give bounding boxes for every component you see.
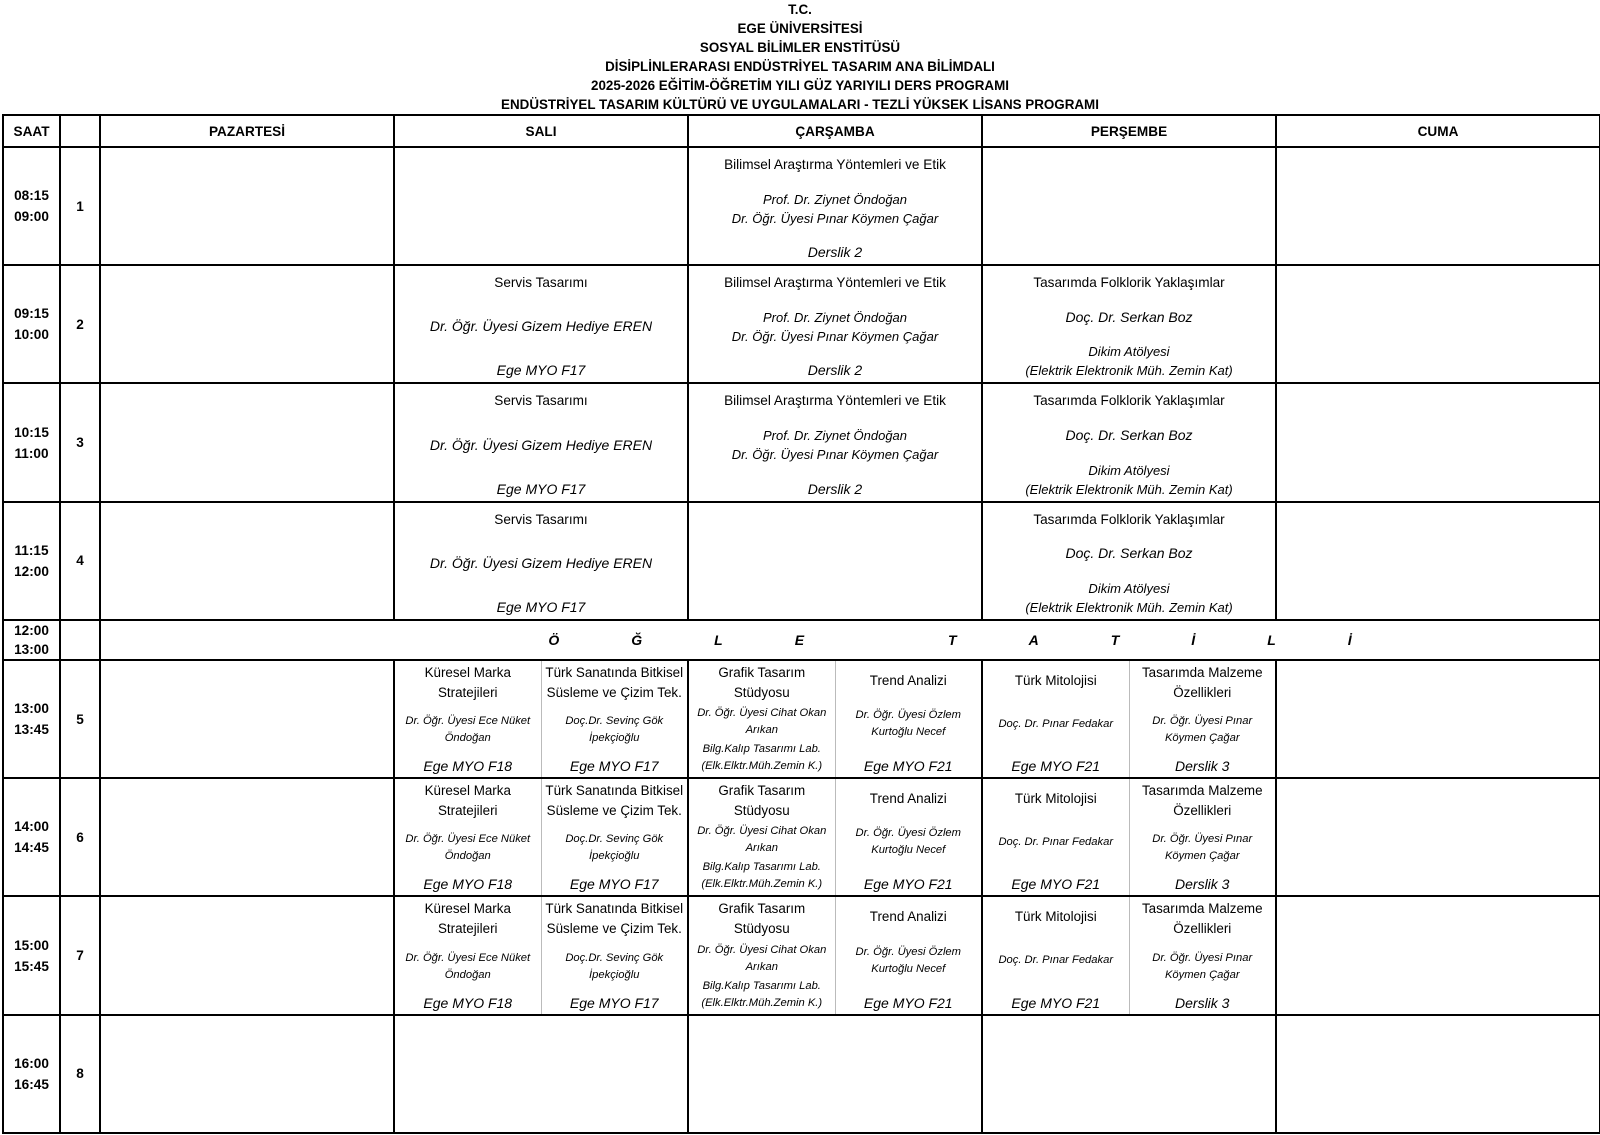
time-cell: 11:15 12:00: [3, 502, 60, 620]
lunch-row: [3, 620, 1600, 660]
course-cell: [394, 778, 688, 896]
empty-cell: [100, 502, 394, 620]
course-name: Trend Analizi: [869, 673, 947, 689]
course-room: Derslik 3: [1175, 876, 1230, 893]
slot-number: 8: [60, 1015, 100, 1133]
empty-cell: [1276, 660, 1600, 778]
course-room: Derslik 2: [807, 480, 863, 497]
time-cell: 16:00 16:45: [3, 1015, 60, 1133]
course-cell: [982, 660, 1276, 778]
lunch-letter: A: [1028, 631, 1039, 648]
empty-cell: [394, 147, 688, 265]
table-row: [3, 778, 1600, 896]
slot-number: 6: [60, 778, 100, 896]
header-line-department: DİSİPLİNLERARASI ENDÜSTRİYEL TASARIM ANA BİLİMDALI: [605, 59, 995, 74]
lunch-letter: T: [948, 631, 957, 648]
course-instructor: Dr. Öğr. Üyesi Gizem Hediye EREN: [429, 436, 653, 453]
course-name: Trend Analizi: [869, 909, 947, 925]
course-name: Servis Tasarımı: [494, 393, 588, 409]
empty-cell: [1276, 778, 1600, 896]
empty-cell: [688, 502, 982, 620]
course-instructor: Dr. Öğr. Üyesi Ece Nüket Öndoğan: [405, 833, 531, 863]
lunch-letter: T: [1110, 631, 1120, 648]
empty-cell: [60, 620, 100, 660]
slot-number: 7: [60, 896, 100, 1014]
empty-cell: [394, 1015, 688, 1133]
course-room: Ege MYO F17: [569, 994, 659, 1011]
empty-cell: [982, 1015, 1276, 1133]
course-cell: [688, 383, 982, 501]
header-line-tc: T.C.: [788, 2, 812, 17]
course-name: Tasarımda Malzeme Özellikleri: [1141, 665, 1263, 701]
course-room: Dikim Atölyesi (Elektrik Elektronik Müh. Zemin Kat): [1025, 344, 1233, 379]
empty-cell: [100, 660, 394, 778]
table-row: [3, 1015, 1600, 1133]
empty-cell: [1276, 383, 1600, 501]
course-room: Ege MYO F17: [496, 480, 586, 497]
course-name: Türk Mitolojisi: [1014, 909, 1097, 925]
course-room: Ege MYO F17: [496, 598, 586, 615]
time-cell: 08:15 09:00: [3, 147, 60, 265]
course-instructor: Dr. Öğr. Üyesi Gizem Hediye EREN: [429, 318, 653, 335]
course-name: Servis Tasarımı: [494, 511, 588, 527]
course-instructor: Dr. Öğr. Üyesi Pınar Köymen Çağar: [1152, 715, 1253, 745]
course-instructor: Dr. Öğr. Üyesi Pınar Köymen Çağar: [1152, 833, 1253, 863]
schedule-table: [2, 114, 1600, 1134]
lunch-cell: [100, 620, 1600, 660]
course-instructor: Doç.Dr. Sevinç Gök İpekçioğlu: [565, 833, 664, 863]
document-header: [0, 0, 1600, 114]
course-room: Bilg.Kalıp Tasarımı Lab. (Elk.Elktr.Müh.Zemin K.): [701, 743, 823, 773]
course-cell: [688, 660, 982, 778]
course-instructor: Dr. Öğr. Üyesi Özlem Kurtoğlu Necef: [855, 945, 961, 975]
course-cell: [688, 896, 982, 1014]
course-name: Bilimsel Araştırma Yöntemleri ve Etik: [724, 393, 946, 409]
table-row: [3, 147, 1600, 265]
table-row: [3, 896, 1600, 1014]
empty-cell: [100, 1015, 394, 1133]
slot-number: 2: [60, 265, 100, 383]
time-cell: 14:00 14:45: [3, 778, 60, 896]
course-instructor: Dr. Öğr. Üyesi Özlem Kurtoğlu Necef: [855, 709, 961, 739]
course-room: Dikim Atölyesi (Elektrik Elektronik Müh. Zemin Kat): [1025, 580, 1233, 615]
course-room: Ege MYO F21: [863, 994, 953, 1011]
lunch-letter: İ: [1191, 631, 1196, 648]
course-instructor: Doç. Dr. Pınar Fedakar: [998, 835, 1114, 848]
header-line-university: EGE ÜNİVERSİTESİ: [737, 21, 863, 36]
course-instructor: Doç. Dr. Serkan Boz: [1065, 308, 1193, 325]
course-instructor: Doç. Dr. Serkan Boz: [1065, 427, 1193, 444]
empty-cell: [688, 1015, 982, 1133]
course-room: Ege MYO F21: [1011, 994, 1101, 1011]
course-cell: [982, 383, 1276, 501]
course-instructor: Doç. Dr. Pınar Fedakar: [998, 717, 1114, 730]
course-room: Ege MYO F17: [569, 758, 659, 775]
empty-cell: [1276, 265, 1600, 383]
time-cell: 10:15 11:00: [3, 383, 60, 501]
slot-number: 3: [60, 383, 100, 501]
course-cell: [394, 660, 688, 778]
col-header-saat: SAAT: [3, 115, 60, 147]
course-name: Türk Mitolojisi: [1014, 673, 1097, 689]
header-row: [3, 115, 1600, 147]
table-row: [3, 502, 1600, 620]
course-instructor: Dr. Öğr. Üyesi Cihat Okan Arıkan: [697, 943, 827, 973]
course-instructor: Doç.Dr. Sevinç Gök İpekçioğlu: [565, 951, 664, 981]
empty-cell: [100, 896, 394, 1014]
course-room: Ege MYO F21: [1011, 758, 1101, 775]
empty-cell: [1276, 147, 1600, 265]
slot-number: 1: [60, 147, 100, 265]
slot-number: 4: [60, 502, 100, 620]
time-cell: 13:00 13:45: [3, 660, 60, 778]
course-room: Ege MYO F18: [423, 758, 513, 775]
course-name: Küresel Marka Stratejileri: [424, 783, 511, 819]
empty-cell: [1276, 896, 1600, 1014]
course-name: Bilimsel Araştırma Yöntemleri ve Etik: [724, 157, 946, 172]
course-cell: [688, 778, 982, 896]
course-name: Grafik Tasarım Stüdyosu: [718, 665, 806, 701]
course-room: Ege MYO F21: [863, 876, 953, 893]
course-cell: [688, 147, 982, 265]
course-name: Küresel Marka Stratejileri: [424, 901, 511, 937]
course-instructor: Dr. Öğr. Üyesi Ece Nüket Öndoğan: [405, 715, 531, 745]
col-header-persembe: PERŞEMBE: [982, 115, 1276, 147]
lunch-letter: L: [1267, 631, 1276, 648]
course-instructor: Dr. Öğr. Üyesi Ece Nüket Öndoğan: [405, 951, 531, 981]
empty-cell: [982, 147, 1276, 265]
header-line-institute: SOSYAL BİLİMLER ENSTİTÜSÜ: [699, 40, 901, 55]
course-name: Tasarımda Folklorik Yaklaşımlar: [1033, 393, 1225, 409]
time-cell: 09:15 10:00: [3, 265, 60, 383]
course-instructor: Dr. Öğr. Üyesi Gizem Hediye EREN: [429, 554, 653, 571]
course-room: Derslik 2: [807, 244, 863, 261]
course-cell: [688, 265, 982, 383]
slot-number: 5: [60, 660, 100, 778]
course-room: Ege MYO F21: [1011, 876, 1101, 893]
col-header-pazartesi: PAZARTESİ: [100, 115, 394, 147]
col-header-sali: SALI: [394, 115, 688, 147]
table-row: [3, 660, 1600, 778]
course-room: Derslik 3: [1175, 994, 1230, 1011]
course-room: Ege MYO F17: [496, 362, 586, 379]
course-cell: [982, 896, 1276, 1014]
course-instructor: Prof. Dr. Ziynet Öndoğan Dr. Öğr. Üyesi Pınar Köymen Çağar: [731, 428, 939, 463]
course-name: Türk Mitolojisi: [1014, 791, 1097, 807]
empty-cell: [1276, 1015, 1600, 1133]
header-line-term: 2025-2026 EĞİTİM-ÖĞRETİM YILI GÜZ YARIYILI DERS PROGRAMI: [591, 78, 1009, 93]
course-room: Derslik 2: [807, 362, 863, 379]
time-cell: 12:00 13:00: [3, 620, 60, 660]
course-name: Tasarımda Malzeme Özellikleri: [1141, 901, 1263, 937]
lunch-letter: İ: [1347, 631, 1352, 648]
col-header-cuma: CUMA: [1276, 115, 1600, 147]
col-header-num: [60, 115, 100, 147]
empty-cell: [1276, 502, 1600, 620]
course-room: Ege MYO F17: [569, 876, 659, 893]
col-header-carsamba: ÇARŞAMBA: [688, 115, 982, 147]
course-instructor: Doç. Dr. Serkan Boz: [1065, 545, 1193, 562]
course-cell: [982, 502, 1276, 620]
course-instructor: Dr. Öğr. Üyesi Cihat Okan Arıkan: [697, 825, 827, 855]
course-instructor: Dr. Öğr. Üyesi Özlem Kurtoğlu Necef: [855, 827, 961, 857]
course-cell: [394, 502, 688, 620]
course-room: Ege MYO F21: [863, 758, 953, 775]
course-name: Türk Sanatında Bitkisel Süsleme ve Çizim Tek.: [545, 665, 684, 701]
lunch-letter: L: [714, 631, 723, 648]
lunch-label: [101, 632, 1599, 648]
course-cell: [982, 265, 1276, 383]
course-name: Tasarımda Malzeme Özellikleri: [1141, 783, 1263, 819]
course-room: Ege MYO F18: [423, 876, 513, 893]
lunch-letter: Ö: [548, 631, 560, 648]
course-instructor: Doç.Dr. Sevinç Gök İpekçioğlu: [565, 715, 664, 745]
course-name: Tasarımda Folklorik Yaklaşımlar: [1033, 511, 1225, 527]
course-instructor: Dr. Öğr. Üyesi Pınar Köymen Çağar: [1152, 951, 1253, 981]
course-cell: [394, 383, 688, 501]
course-room: Bilg.Kalıp Tasarımı Lab. (Elk.Elktr.Müh.Zemin K.): [701, 861, 823, 891]
course-cell: [394, 896, 688, 1014]
empty-cell: [100, 147, 394, 265]
course-cell: [394, 265, 688, 383]
course-name: Grafik Tasarım Stüdyosu: [718, 783, 806, 819]
course-cell: [982, 778, 1276, 896]
course-name: Trend Analizi: [869, 791, 947, 807]
course-name: Tasarımda Folklorik Yaklaşımlar: [1033, 275, 1225, 291]
time-cell: 15:00 15:45: [3, 896, 60, 1014]
empty-cell: [100, 383, 394, 501]
course-name: Küresel Marka Stratejileri: [424, 665, 511, 701]
lunch-letter: Ğ: [631, 631, 643, 648]
course-room: Derslik 3: [1175, 758, 1230, 775]
course-instructor: Doç. Dr. Pınar Fedakar: [998, 954, 1114, 967]
course-name: Türk Sanatında Bitkisel Süsleme ve Çizim Tek.: [545, 901, 684, 937]
course-room: Dikim Atölyesi (Elektrik Elektronik Müh. Zemin Kat): [1025, 462, 1233, 497]
course-instructor: Prof. Dr. Ziynet Öndoğan Dr. Öğr. Üyesi Pınar Köymen Çağar: [731, 191, 939, 226]
lunch-letter: E: [794, 631, 805, 648]
table-row: [3, 383, 1600, 501]
course-room: Ege MYO F18: [423, 994, 513, 1011]
course-instructor: Prof. Dr. Ziynet Öndoğan Dr. Öğr. Üyesi Pınar Köymen Çağar: [731, 309, 939, 344]
header-line-program: ENDÜSTRİYEL TASARIM KÜLTÜRÜ VE UYGULAMALARI - TEZLİ YÜKSEK LİSANS PROGRAMI: [501, 97, 1099, 112]
empty-cell: [100, 778, 394, 896]
empty-cell: [100, 265, 394, 383]
course-name: Servis Tasarımı: [494, 275, 588, 291]
table-row: [3, 265, 1600, 383]
course-instructor: Dr. Öğr. Üyesi Cihat Okan Arıkan: [697, 707, 827, 737]
course-room: Bilg.Kalıp Tasarımı Lab. (Elk.Elktr.Müh.Zemin K.): [701, 979, 823, 1009]
course-name: Bilimsel Araştırma Yöntemleri ve Etik: [724, 275, 946, 291]
course-name: Grafik Tasarım Stüdyosu: [718, 901, 806, 937]
course-name: Türk Sanatında Bitkisel Süsleme ve Çizim Tek.: [545, 783, 684, 819]
